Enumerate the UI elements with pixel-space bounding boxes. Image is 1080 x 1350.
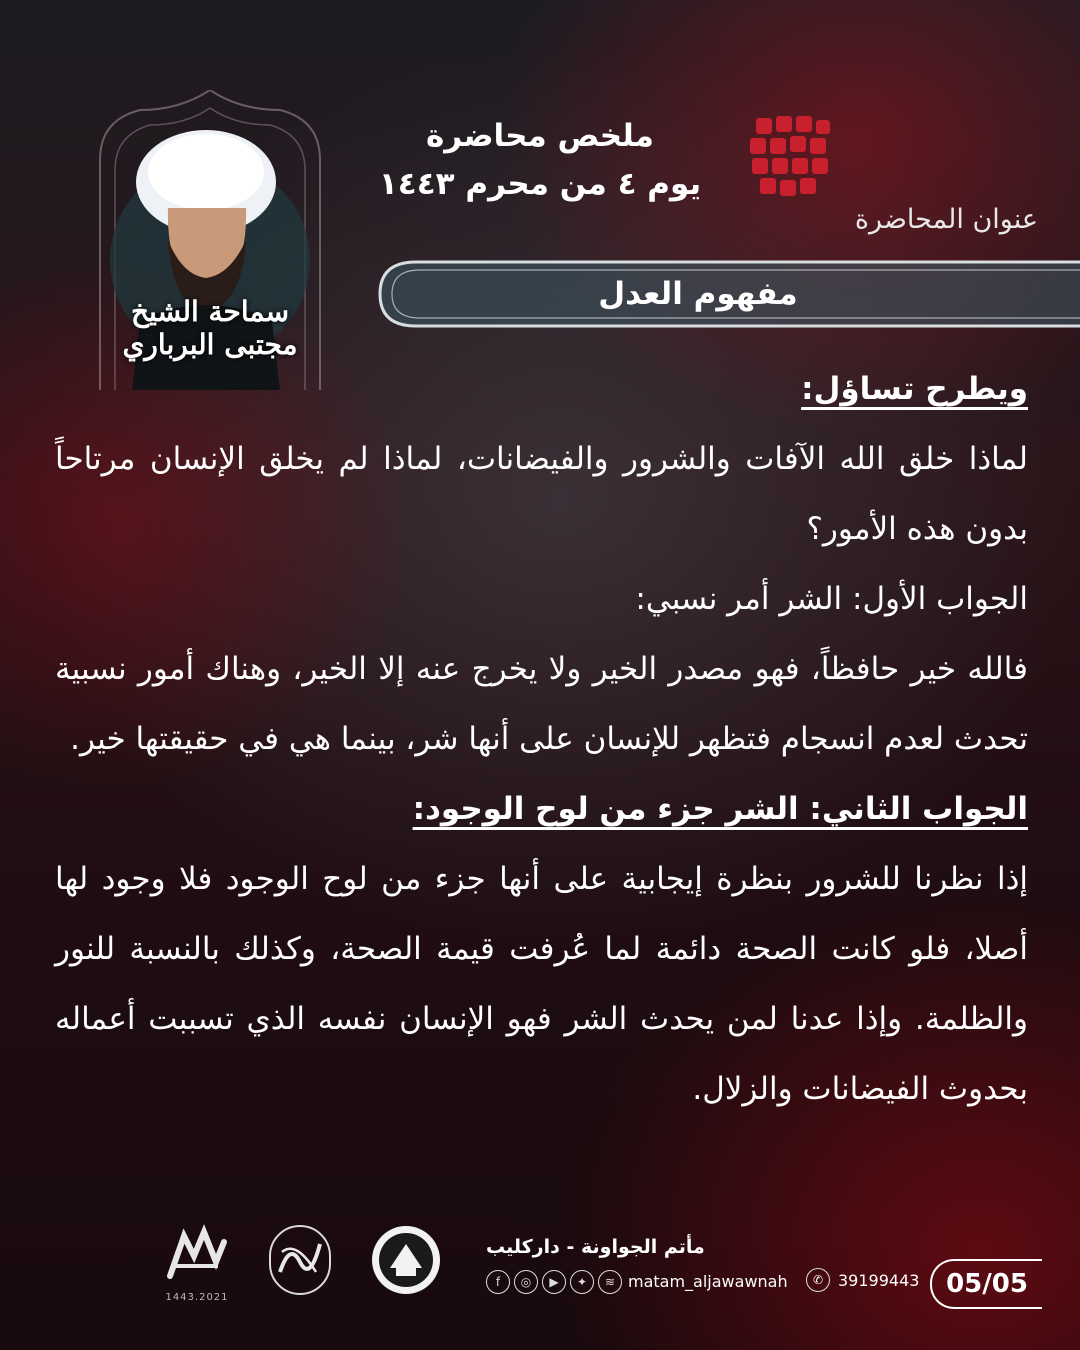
facebook-icon[interactable]: f (486, 1270, 510, 1294)
title-line-2: يوم ٤ من محرم ١٤٤٣ (378, 166, 702, 202)
calligraphy-logo (266, 1222, 334, 1302)
answer-2-heading: الجواب الثاني: الشر جزء من لوح الوجود: (412, 791, 1028, 827)
twitter-icon[interactable]: ✦ (570, 1270, 594, 1294)
speaker-signature: سماحة الشيخ مجتبى البرباري (122, 295, 298, 361)
social-links (486, 1270, 622, 1294)
logo-year: 1443.2021 (165, 1292, 229, 1303)
social-handle[interactable]: matam_aljawawnah (628, 1272, 788, 1291)
topic-title: مفهوم العدل (598, 276, 798, 312)
phone-number: 39199443 (838, 1270, 920, 1290)
phone-contact[interactable] (806, 1268, 919, 1292)
instagram-icon[interactable]: ◎ (514, 1270, 538, 1294)
lecture-title-label: عنوان المحاضرة (854, 204, 1038, 235)
matam-emblem-logo (368, 1222, 444, 1302)
whatsapp-icon: ✆ (806, 1268, 830, 1292)
page-title (360, 112, 720, 208)
lecture-summary (55, 354, 1028, 1124)
anniversary-logo (164, 1222, 230, 1303)
topic-banner (376, 254, 1080, 334)
title-line-1: ملخص محاضرة (426, 118, 654, 154)
organization-name: مأتم الجواونة - داركليب (486, 1236, 705, 1258)
answer-1-heading: الجواب الأول: الشر أمر نسبي: (635, 581, 1028, 617)
youtube-icon[interactable]: ▶ (542, 1270, 566, 1294)
page-indicator: 05/05 (930, 1259, 1042, 1309)
question-text: لماذا خلق الله الآفات والشرور والفيضانات، لماذا لم يخلق الإنسان مرتاحاً بدون هذه الأمور؟ (55, 441, 1028, 547)
answer-2-text: إذا نظرنا للشرور بنظرة إيجابية على أنها جزء من لوح الوجود فلا وجود لها أصلا، فلو كانت الصحة دائمة لما عُرفت قيمة الصحة، وكذلك بالنسبة للنور والظلمة. وإذا عدنا لمن يحدث الشر فهو الإنسان نفسه الذي تسببت أعماله بحدوث الفيضانات والزلال. (55, 861, 1028, 1107)
soundcloud-icon[interactable]: ≋ (598, 1270, 622, 1294)
answer-1-text: فالله خير حافظاً، فهو مصدر الخير ولا يخرج عنه إلا الخير، وهناك أمور نسبية تحدث لعدم انسجام فتظهر للإنسان على أنها شر، بينما هي في حقيقتها خير. (55, 651, 1028, 757)
question-heading: ويطرح تساؤل: (801, 371, 1028, 407)
grid-emblem-icon (742, 112, 842, 208)
